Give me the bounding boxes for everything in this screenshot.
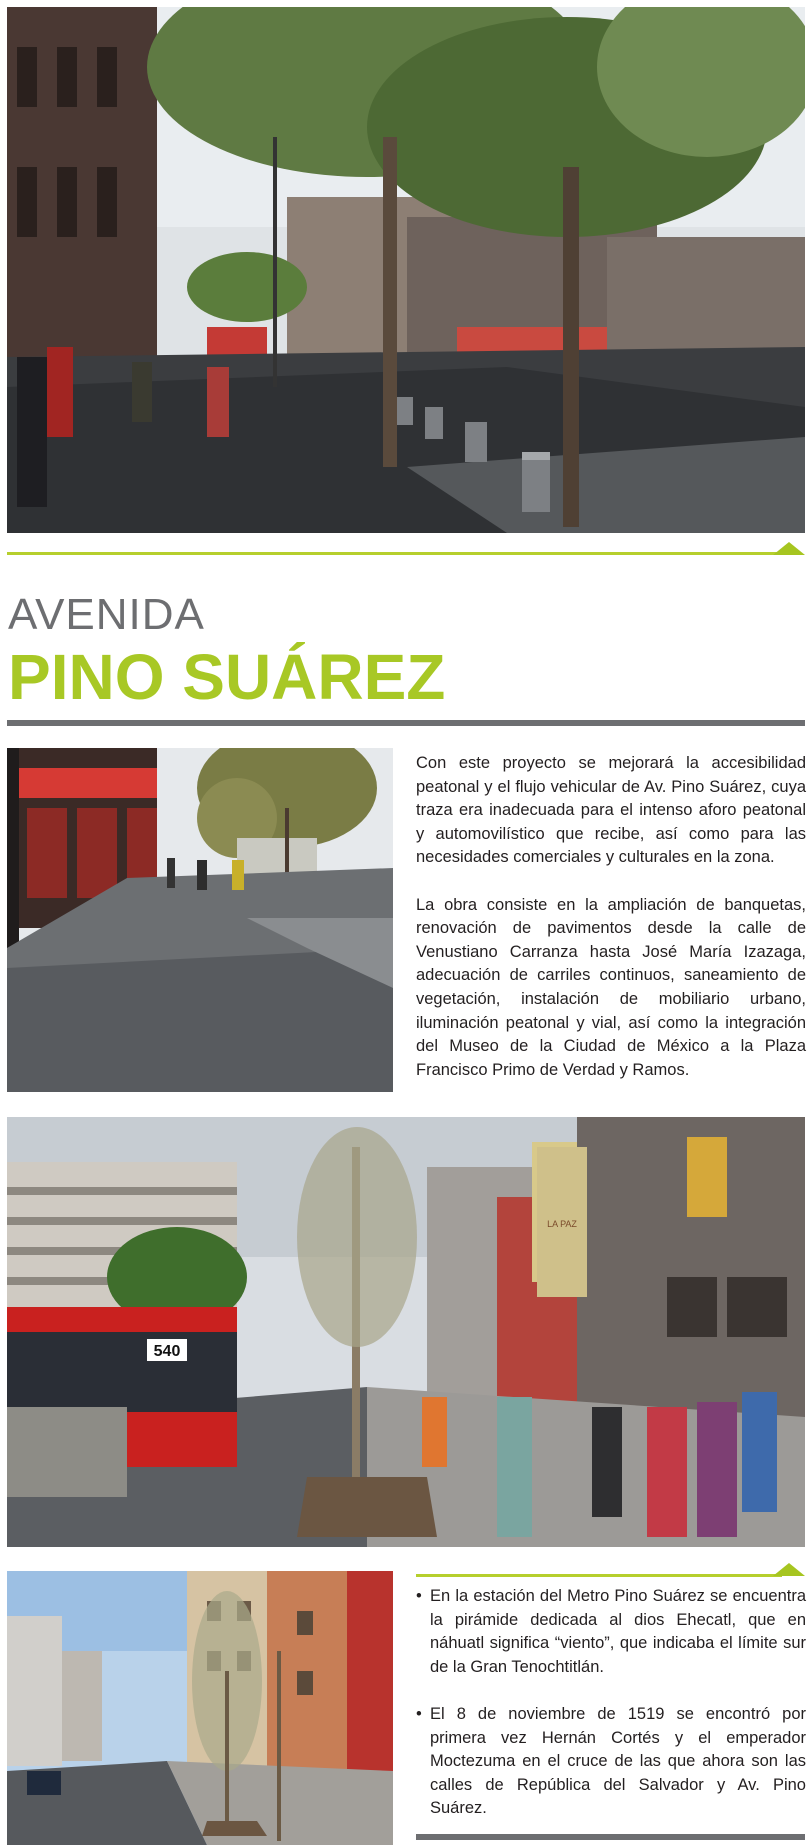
body-text	[416, 752, 806, 1106]
paragraph-works: La obra consiste en la ampliación de banquetas, renovación de pavimentos desde la calle de Venustiano Carranza hasta José María Izazaga, adecuación de carriles continuos, saneamiento de vegetación, instalación de mobiliario urbano, iluminación peatonal y vial, así como la integración del Museo de la Ciudad de México a la Plaza Francisco Primo de Verdad y Ramos.	[416, 895, 806, 1079]
green-divider-bullets	[416, 1574, 782, 1577]
bus-number: 540	[153, 1343, 181, 1360]
paragraph-intro: Con este proyecto se mejorará la accesibilidad peatonal y el flujo vehicular de Av. Pino Suárez, cuya traza era inadecuada para el intenso aforo peatonal y automovilístico que recibe, así como para las necesidades comerciales y culturales en la zona.	[416, 754, 806, 867]
photo-street-bus	[7, 1117, 805, 1547]
photo-wide-sidewalk	[7, 748, 393, 1092]
fact-ehecatl: En la estación del Metro Pino Suárez se encuentra la pirámide dedicada al dios Ehecatl, que en náhuatl significa “viento”, que indicaba el límite sur de la Gran Tenochtitlán.	[430, 1587, 806, 1676]
title-pino-suarez: PINO SUÁREZ	[8, 641, 446, 713]
photo-narrow-street	[7, 1571, 393, 1845]
arrow-decoration	[773, 542, 805, 555]
list-item	[416, 1703, 806, 1821]
shop-sign-text: LA PAZ	[547, 1219, 577, 1229]
grey-divider	[7, 720, 805, 726]
arrow-decoration-bullets	[773, 1563, 805, 1576]
list-item	[416, 1585, 806, 1679]
fact-cortes-moctezuma: El 8 de noviembre de 1519 se encontró por primera vez Hernán Cortés y el emperador Moctezuma en el cruce de las que ahora son las calles de República del Salvador y Av. Pino Suárez.	[430, 1704, 806, 1818]
bullet-icon: •	[416, 1704, 422, 1723]
title-avenida: AVENIDA	[8, 590, 205, 639]
grey-divider-bottom	[416, 1834, 805, 1840]
photo-street-trees	[7, 7, 805, 533]
bullet-icon: •	[416, 1587, 422, 1605]
facts-list	[416, 1585, 806, 1845]
green-divider-top	[7, 552, 782, 555]
